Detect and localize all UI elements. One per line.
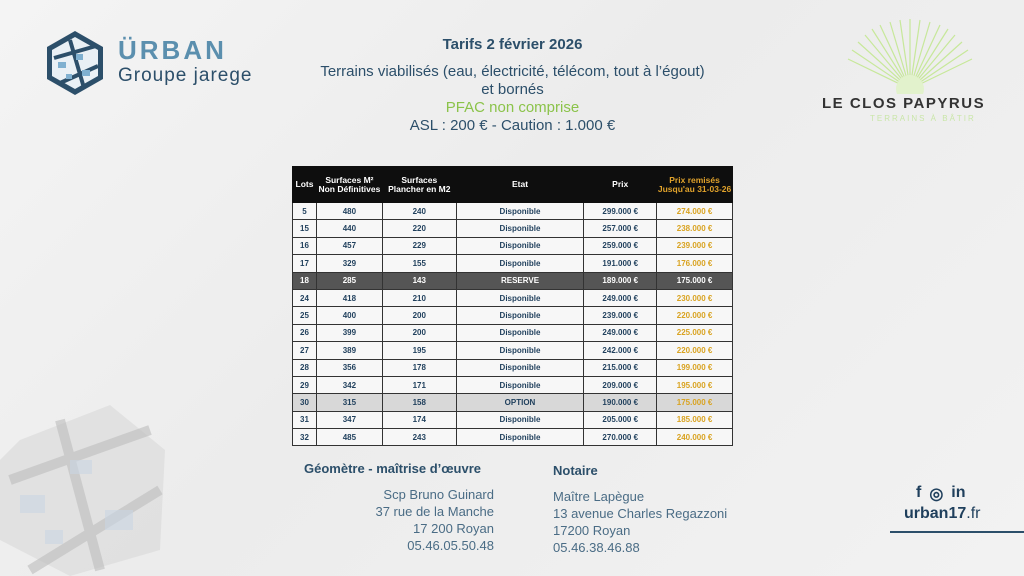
table-row xyxy=(293,429,733,446)
etat-cell: Disponible xyxy=(456,220,584,237)
col-surfaces: Surfaces M² Non Définitives xyxy=(316,167,382,203)
lot-cell: 25 xyxy=(293,307,317,324)
table-row xyxy=(293,307,733,324)
prix-cell: 239.000 € xyxy=(584,307,657,324)
lot-cell: 28 xyxy=(293,359,317,376)
plancher-cell: 171 xyxy=(382,376,456,393)
lot-cell: 24 xyxy=(293,289,317,306)
plancher-cell: 174 xyxy=(382,411,456,428)
table-row xyxy=(293,376,733,393)
plancher-cell: 178 xyxy=(382,359,456,376)
social-links xyxy=(916,484,966,504)
prix-remise-cell: 175.000 € xyxy=(657,394,733,411)
prix-remise-cell: 185.000 € xyxy=(657,411,733,428)
prix-remise-cell: 195.000 € xyxy=(657,376,733,393)
prix-cell: 191.000 € xyxy=(584,255,657,272)
lot-cell: 26 xyxy=(293,324,317,341)
prix-cell: 190.000 € xyxy=(584,394,657,411)
geometre-line: 37 rue de la Manche xyxy=(375,504,494,519)
notaire-address xyxy=(553,488,727,556)
lot-cell: 18 xyxy=(293,272,317,289)
prix-cell: 249.000 € xyxy=(584,324,657,341)
surface-cell: 418 xyxy=(316,289,382,306)
geometre-address xyxy=(330,486,494,554)
website-tld: .fr xyxy=(966,505,981,522)
notaire-title: Notaire xyxy=(553,463,598,478)
table-row xyxy=(293,272,733,289)
table-row xyxy=(293,324,733,341)
facebook-icon[interactable]: f xyxy=(916,484,922,501)
lot-cell: 32 xyxy=(293,429,317,446)
geometre-line: Scp Bruno Guinard xyxy=(383,487,494,502)
plancher-cell: 200 xyxy=(382,307,456,324)
prix-remise-cell: 199.000 € xyxy=(657,359,733,376)
table-row xyxy=(293,203,733,220)
prix-remise-cell: 239.000 € xyxy=(657,237,733,254)
etat-cell: Disponible xyxy=(456,237,584,254)
lots-price-table xyxy=(292,166,733,446)
lot-cell: 16 xyxy=(293,237,317,254)
geometre-line: 05.46.05.50.48 xyxy=(407,538,494,553)
prix-remise-cell: 240.000 € xyxy=(657,429,733,446)
col-plancher: Surfaces Plancher en M2 xyxy=(382,167,456,203)
pfac-note: PFAC non comprise xyxy=(445,99,580,116)
surface-cell: 347 xyxy=(316,411,382,428)
lot-cell: 27 xyxy=(293,342,317,359)
lot-cell: 5 xyxy=(293,203,317,220)
etat-cell: Disponible xyxy=(456,342,584,359)
website-name: urban17 xyxy=(904,505,967,522)
prix-cell: 209.000 € xyxy=(584,376,657,393)
table-row xyxy=(293,237,733,254)
prix-cell: 242.000 € xyxy=(584,342,657,359)
prix-remise-cell: 220.000 € xyxy=(657,342,733,359)
prix-cell: 270.000 € xyxy=(584,429,657,446)
brand-name: ÜRBAN xyxy=(118,35,227,65)
surface-cell: 285 xyxy=(316,272,382,289)
table-row xyxy=(293,220,733,237)
asl-caution: ASL : 200 € - Caution : 1.000 € xyxy=(409,117,616,134)
prix-remise-cell: 175.000 € xyxy=(657,272,733,289)
sunburst-logo-icon xyxy=(840,14,980,94)
plancher-cell: 195 xyxy=(382,342,456,359)
pricing-header xyxy=(290,36,735,135)
prix-remise-cell: 225.000 € xyxy=(657,324,733,341)
col-prix-remise: Prix remisés Jusqu'au 31-03-26 xyxy=(657,167,733,203)
partner-name: LE CLOS PAPYRUS xyxy=(822,95,986,112)
website-link[interactable] xyxy=(904,505,980,523)
prix-cell: 249.000 € xyxy=(584,289,657,306)
plancher-cell: 210 xyxy=(382,289,456,306)
header-line-1: Terrains viabilisés (eau, électricité, télécom, tout à l’égout) xyxy=(320,63,705,80)
surface-cell: 315 xyxy=(316,394,382,411)
instagram-icon[interactable]: ◎ xyxy=(929,486,944,503)
lot-cell: 15 xyxy=(293,220,317,237)
geometre-title: Géomètre - maîtrise d’œuvre xyxy=(304,461,481,476)
partner-subtitle: TERRAINS À BÂTIR xyxy=(870,114,976,123)
prix-cell: 215.000 € xyxy=(584,359,657,376)
table-row xyxy=(293,394,733,411)
notaire-line: Maître Lapègue xyxy=(553,489,645,504)
surface-cell: 329 xyxy=(316,255,382,272)
plancher-cell: 240 xyxy=(382,203,456,220)
surface-cell: 342 xyxy=(316,376,382,393)
plancher-cell: 143 xyxy=(382,272,456,289)
table-row xyxy=(293,411,733,428)
surface-cell: 356 xyxy=(316,359,382,376)
prix-cell: 189.000 € xyxy=(584,272,657,289)
urban-hexagon-logo-icon xyxy=(40,28,110,98)
etat-cell: Disponible xyxy=(456,203,584,220)
etat-cell: Disponible xyxy=(456,376,584,393)
table-row xyxy=(293,255,733,272)
prix-remise-cell: 176.000 € xyxy=(657,255,733,272)
prix-cell: 205.000 € xyxy=(584,411,657,428)
etat-cell: OPTION xyxy=(456,394,584,411)
surface-cell: 399 xyxy=(316,324,382,341)
surface-cell: 400 xyxy=(316,307,382,324)
surface-cell: 457 xyxy=(316,237,382,254)
notaire-line: 13 avenue Charles Regazzoni xyxy=(553,506,728,521)
surface-cell: 389 xyxy=(316,342,382,359)
table-row xyxy=(293,289,733,306)
prix-cell: 299.000 € xyxy=(584,203,657,220)
notaire-line: 05.46.38.46.88 xyxy=(553,540,640,555)
lot-cell: 17 xyxy=(293,255,317,272)
prix-remise-cell: 230.000 € xyxy=(657,289,733,306)
lot-cell: 29 xyxy=(293,376,317,393)
plancher-cell: 158 xyxy=(382,394,456,411)
brand-subtitle: Groupe jarege xyxy=(118,65,253,86)
etat-cell: Disponible xyxy=(456,411,584,428)
col-prix: Prix xyxy=(584,167,657,203)
prix-remise-cell: 274.000 € xyxy=(657,203,733,220)
plancher-cell: 220 xyxy=(382,220,456,237)
divider xyxy=(890,531,1024,533)
surface-cell: 440 xyxy=(316,220,382,237)
etat-cell: Disponible xyxy=(456,255,584,272)
etat-cell: Disponible xyxy=(456,429,584,446)
prix-cell: 257.000 € xyxy=(584,220,657,237)
surface-cell: 480 xyxy=(316,203,382,220)
pricing-date: Tarifs 2 février 2026 xyxy=(442,36,583,53)
prix-remise-cell: 238.000 € xyxy=(657,220,733,237)
plancher-cell: 229 xyxy=(382,237,456,254)
col-etat: Etat xyxy=(456,167,584,203)
geometre-line: 17 200 Royan xyxy=(413,521,494,536)
etat-cell: Disponible xyxy=(456,324,584,341)
brand xyxy=(118,36,252,88)
notaire-line: 17200 Royan xyxy=(553,523,631,538)
plancher-cell: 155 xyxy=(382,255,456,272)
table-row xyxy=(293,359,733,376)
table-row xyxy=(293,342,733,359)
prix-cell: 259.000 € xyxy=(584,237,657,254)
header-line-2: et bornés xyxy=(481,81,544,98)
lot-cell: 30 xyxy=(293,394,317,411)
plancher-cell: 200 xyxy=(382,324,456,341)
col-lots: Lots xyxy=(293,167,317,203)
plancher-cell: 243 xyxy=(382,429,456,446)
linkedin-icon[interactable]: in xyxy=(951,484,966,501)
city-map-decoration-icon xyxy=(0,400,175,576)
etat-cell: RESERVE xyxy=(456,272,584,289)
lot-cell: 31 xyxy=(293,411,317,428)
surface-cell: 485 xyxy=(316,429,382,446)
etat-cell: Disponible xyxy=(456,289,584,306)
etat-cell: Disponible xyxy=(456,307,584,324)
etat-cell: Disponible xyxy=(456,359,584,376)
table-header-row xyxy=(293,167,733,203)
prix-remise-cell: 220.000 € xyxy=(657,307,733,324)
